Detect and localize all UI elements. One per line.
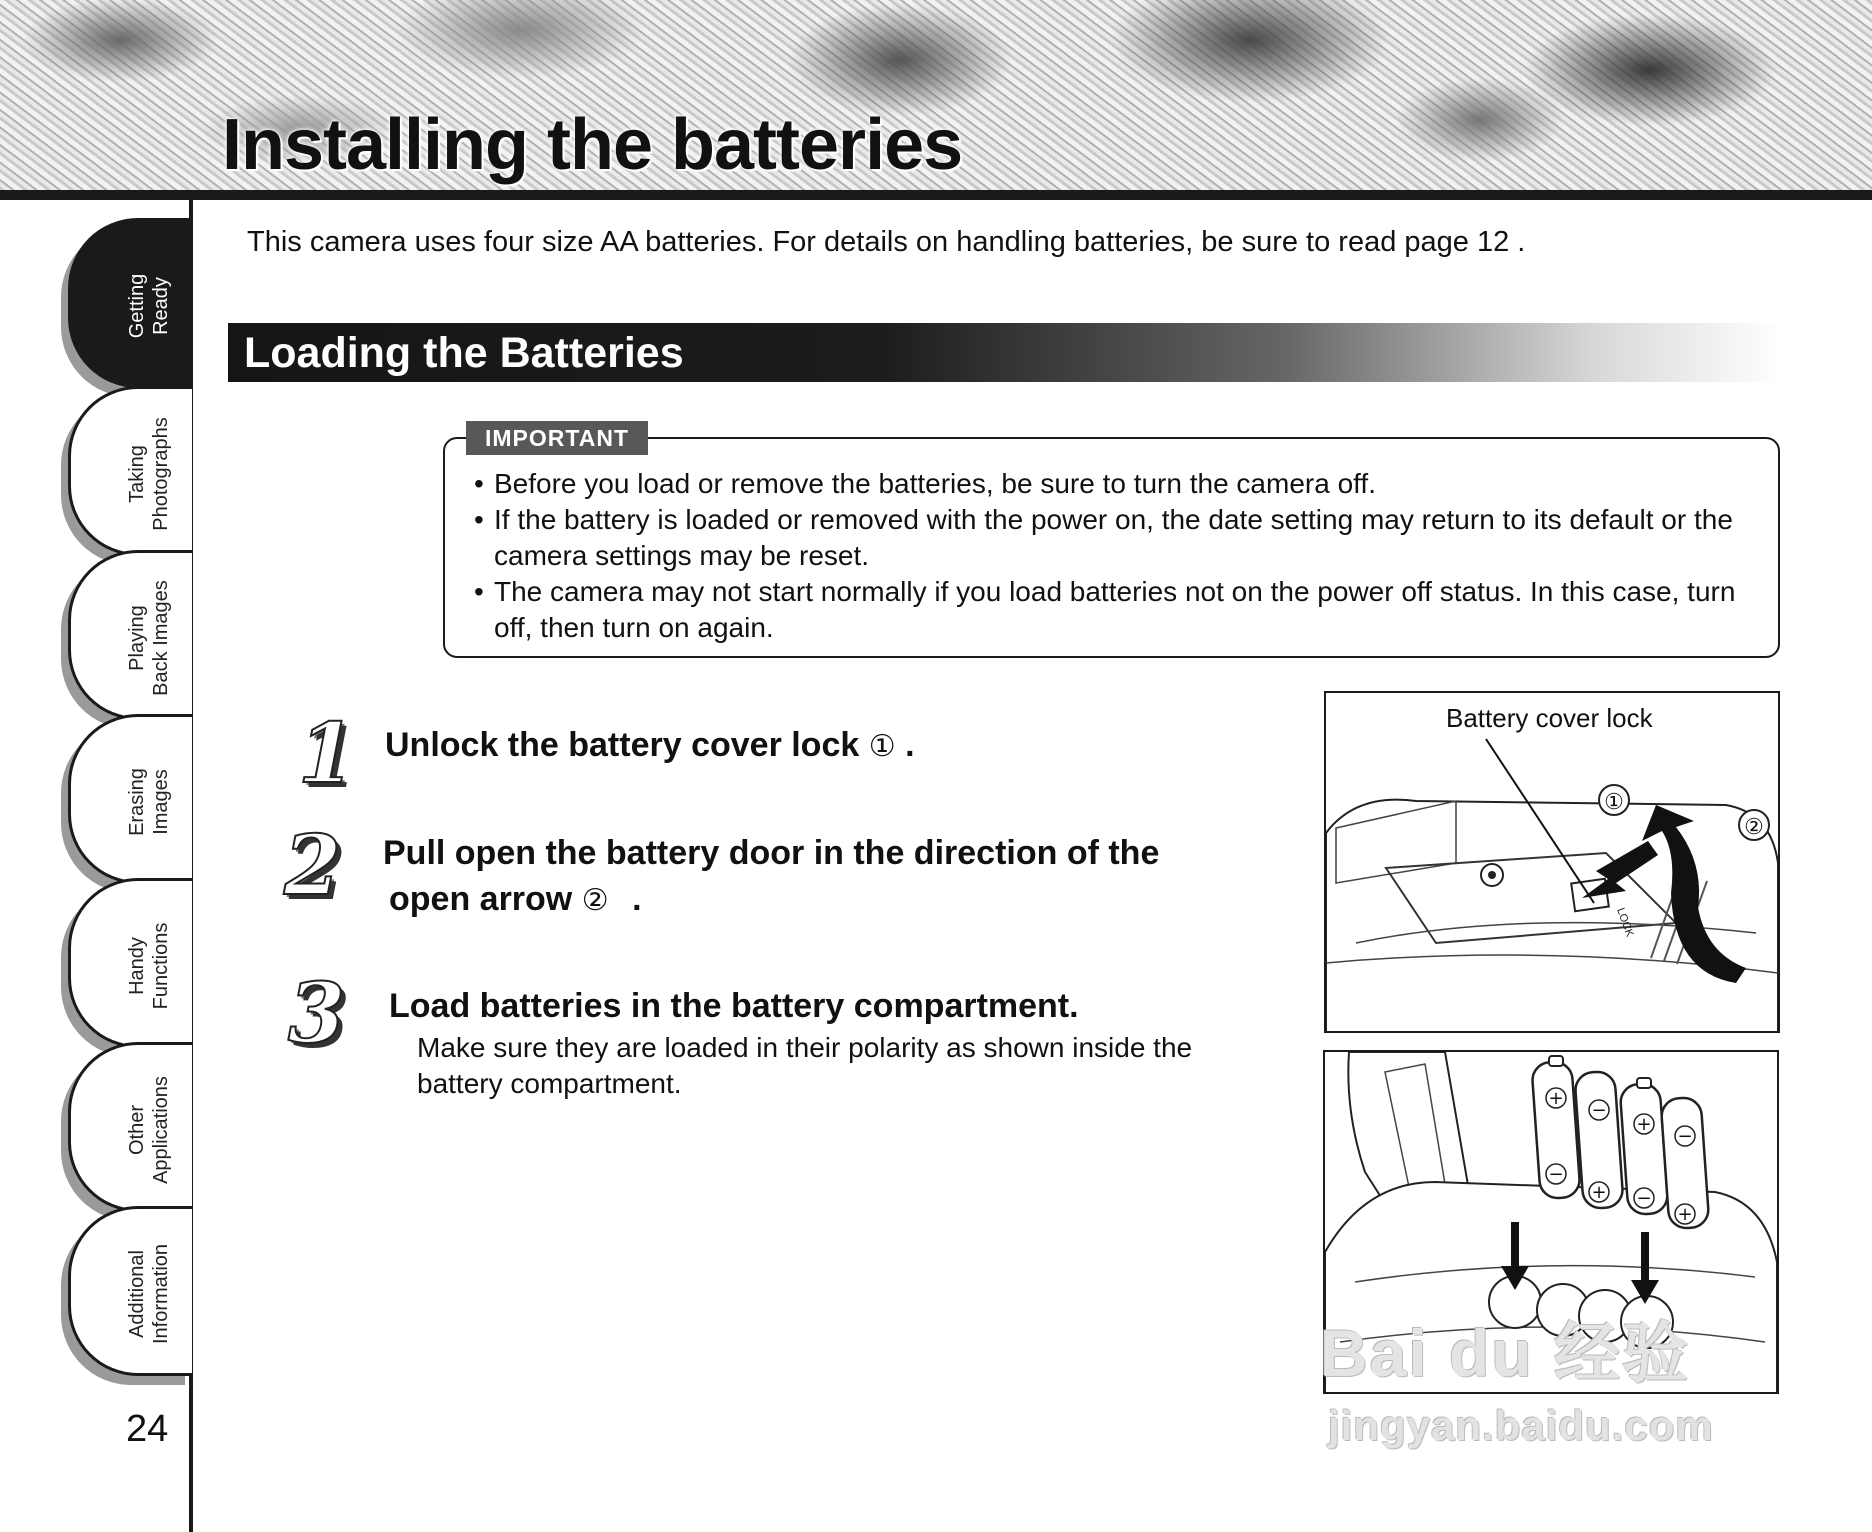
step-2-number: 2 [284,818,342,914]
step-1-number: 1 [298,706,356,802]
page-title: Installing the batteries [222,105,963,185]
important-item: • The camera may not start normally if you load batteries not on the power off status. In this case, turn off, then turn on again. [474,574,1774,646]
header-rule [0,190,1872,200]
page-number: 24 [126,1408,169,1450]
step-1-end: . [905,726,915,764]
tab-label: Handy Functions [126,922,172,1010]
step-2-end: . [632,880,642,918]
intro-text: This camera uses four size AA batteries. For details on handling batteries, be sure to read page 12 . [247,226,1526,258]
battery-1 [1531,1056,1580,1199]
tab-label: Additional Information [126,1243,172,1345]
battery-4 [1661,1097,1710,1229]
tab-label: Playing Back Images [126,580,172,696]
figure-marker-1: ① [1604,789,1624,814]
figure-caption: Battery cover lock [1446,703,1653,733]
figure-marker-2: ② [1744,814,1764,839]
battery-2 [1574,1071,1623,1209]
figure-battery-cover [1324,691,1780,1033]
battery-3 [1620,1078,1669,1215]
minus-sign: − [1677,1126,1693,1147]
plus-sign: + [1636,1114,1652,1135]
watermark-url: jingyan.baidu.com [1328,1402,1714,1449]
marker-1: ① [868,730,896,763]
tab-other-applications[interactable] [68,1042,192,1212]
lock-marking: LOCK [1614,906,1636,939]
plus-sign: + [1548,1088,1564,1109]
tab-erasing-images[interactable] [68,714,192,884]
plus-sign: + [1677,1204,1693,1225]
marker-2: ② [581,884,609,917]
tab-playing-back-images[interactable] [68,550,192,720]
important-item: • Before you load or remove the batteries, be sure to turn the camera off. [474,466,1774,502]
minus-sign: − [1548,1164,1564,1185]
watermark-logo: Bai du 经验 [1320,1316,1691,1390]
tab-label: Other Applications [126,1076,172,1184]
step-2-title [383,830,1159,924]
step-3-description: Make sure they are loaded in their polarity as shown inside the battery compartment. [417,1032,1193,1099]
section-header [228,323,1782,382]
plus-sign: + [1591,1182,1607,1203]
tab-additional-information[interactable] [68,1206,192,1376]
important-label: IMPORTANT [466,421,648,455]
tab-taking-photographs[interactable] [68,386,192,556]
step-3-number: 3 [288,966,346,1062]
minus-sign: − [1591,1100,1607,1121]
tab-label: Taking Photographs [126,417,172,531]
step-2-text-line1: Pull open the battery door in the direction of the [383,834,1160,872]
tab-label: Erasing Images [126,768,172,836]
important-item: • If the battery is loaded or removed with the power on, the date setting may return to its default or the camera settings may be reset. [474,502,1774,574]
important-list [474,466,1774,646]
tab-label: Getting Ready [126,273,172,339]
step-1-text: Unlock the battery cover lock [385,726,860,764]
step-3-title: Load batteries in the battery compartment. [389,987,1079,1025]
step-2-text-line2: open arrow [389,880,573,918]
step-1-title [385,722,915,770]
tab-handy-functions[interactable] [68,878,192,1048]
camera-top-illustration [1326,693,1780,1033]
section-title: Loading the Batteries [244,329,684,377]
minus-sign: − [1636,1188,1652,1209]
tab-getting-ready[interactable] [68,218,192,388]
